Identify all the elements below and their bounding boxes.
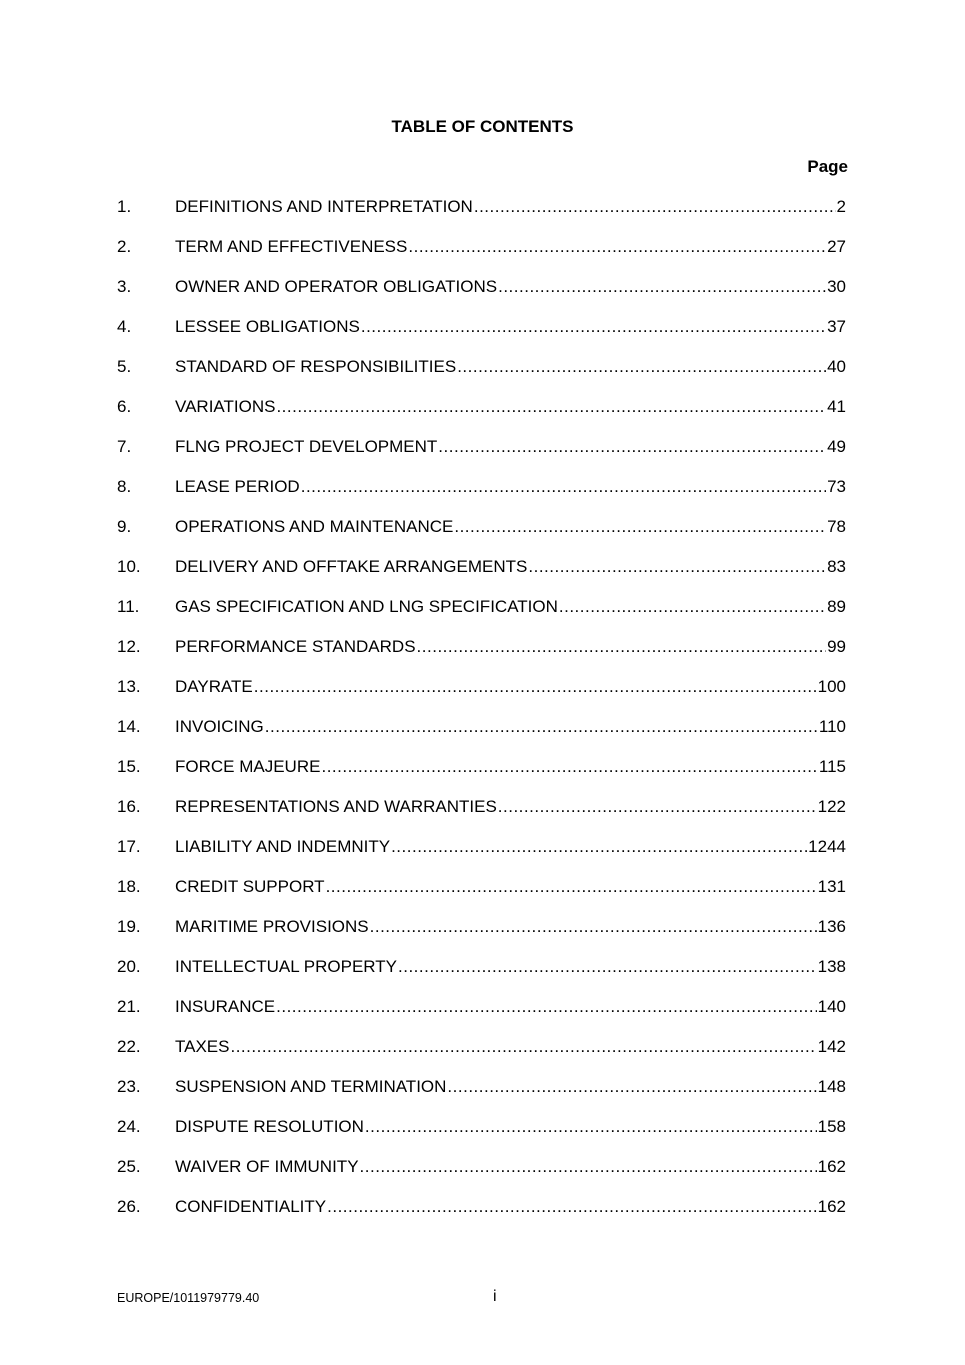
entry-title: LIABILITY AND INDEMNITY [175, 837, 391, 856]
entry-title: STANDARD OF RESPONSIBILITIES [175, 357, 457, 376]
entry-number: 16. [117, 797, 141, 816]
entry-number: 15. [117, 757, 141, 776]
entry-page: 2 [836, 197, 846, 216]
entry-title: LEASE PERIOD [175, 477, 300, 496]
entry-title: LESSEE OBLIGATIONS [175, 317, 360, 336]
entry-title: MARITIME PROVISIONS [175, 917, 369, 936]
toc-entry[interactable] [117, 1037, 846, 1077]
entry-number: 19. [117, 917, 141, 936]
toc-entry[interactable] [117, 597, 846, 637]
entry-number: 4. [117, 317, 132, 336]
dot-leader [327, 1197, 817, 1217]
entry-page: 78 [827, 517, 846, 536]
entry-title: DEFINITIONS AND INTERPRETATION [175, 197, 473, 216]
toc-entry[interactable] [117, 477, 846, 517]
toc-entry[interactable] [117, 357, 846, 397]
entry-number: 9. [117, 517, 132, 536]
entry-page: 136 [817, 917, 846, 936]
entry-page: 138 [817, 957, 846, 976]
toc-entry[interactable] [117, 877, 846, 917]
dot-leader [498, 797, 817, 817]
entry-title: DISPUTE RESOLUTION [175, 1117, 364, 1136]
toc-entry[interactable] [117, 397, 846, 437]
toc-entry[interactable] [117, 237, 846, 277]
dot-leader [254, 677, 817, 697]
dot-leader [360, 1157, 817, 1177]
toc-list [117, 197, 846, 1237]
entry-page: 99 [827, 637, 846, 656]
dot-leader [321, 757, 817, 777]
dot-leader [498, 277, 826, 297]
entry-title: DAYRATE [175, 677, 253, 696]
dot-leader [474, 197, 836, 217]
entry-page: 158 [817, 1117, 846, 1136]
entry-page: 41 [827, 397, 846, 416]
dot-leader [457, 357, 826, 377]
toc-entry[interactable] [117, 317, 846, 357]
toc-entry[interactable] [117, 757, 846, 797]
entry-page: 162 [817, 1197, 846, 1216]
entry-title: CREDIT SUPPORT [175, 877, 325, 896]
page-column-label: Page [807, 157, 848, 176]
entry-number: 1. [117, 197, 132, 216]
toc-entry[interactable] [117, 1117, 846, 1157]
toc-entry[interactable] [117, 837, 846, 877]
entry-number: 26. [117, 1197, 141, 1216]
dot-leader [365, 1117, 817, 1137]
entry-title: INTELLECTUAL PROPERTY [175, 957, 398, 976]
entry-page: 40 [827, 357, 846, 376]
entry-number: 12. [117, 637, 141, 656]
entry-title: OPERATIONS AND MAINTENANCE [175, 517, 454, 536]
entry-page: 131 [817, 877, 846, 896]
entry-number: 11. [117, 597, 140, 616]
entry-number: 8. [117, 477, 132, 496]
entry-page: 140 [817, 997, 846, 1016]
entry-title: TAXES [175, 1037, 230, 1056]
entry-page: 37 [827, 317, 846, 336]
dot-leader [265, 717, 818, 737]
dot-leader [230, 1037, 816, 1057]
entry-title: FORCE MAJEURE [175, 757, 321, 776]
entry-page: 1244 [808, 837, 846, 856]
entry-page: 142 [817, 1037, 846, 1056]
toc-entry[interactable] [117, 197, 846, 237]
entry-number: 21. [117, 997, 141, 1016]
entry-title: VARIATIONS [175, 397, 276, 416]
dot-leader [391, 837, 807, 857]
entry-number: 5. [117, 357, 132, 376]
toc-entry[interactable] [117, 437, 846, 477]
entry-number: 7. [117, 437, 132, 456]
dot-leader [276, 997, 817, 1017]
entry-title: INSURANCE [175, 997, 276, 1016]
dot-leader [370, 917, 817, 937]
entry-number: 2. [117, 237, 132, 256]
entry-number: 24. [117, 1117, 141, 1136]
dot-leader [417, 637, 827, 657]
entry-number: 22. [117, 1037, 141, 1056]
dot-leader [398, 957, 817, 977]
toc-entry[interactable] [117, 1197, 846, 1237]
dot-leader [276, 397, 826, 417]
entry-number: 18. [117, 877, 141, 896]
entry-number: 25. [117, 1157, 141, 1176]
entry-title: CONFIDENTIALITY [175, 1197, 327, 1216]
dot-leader [438, 437, 826, 457]
entry-page: 122 [817, 797, 846, 816]
entry-title: SUSPENSION AND TERMINATION [175, 1077, 447, 1096]
entry-number: 23. [117, 1077, 141, 1096]
toc-entry[interactable] [117, 637, 846, 677]
entry-page: 83 [827, 557, 846, 576]
entry-title: TERM AND EFFECTIVENESS [175, 237, 408, 256]
dot-leader [447, 1077, 816, 1097]
toc-entry[interactable] [117, 717, 846, 757]
dot-leader [528, 557, 826, 577]
entry-number: 14. [117, 717, 141, 736]
dot-leader [454, 517, 826, 537]
entry-page: 49 [827, 437, 846, 456]
entry-number: 3. [117, 277, 132, 296]
entry-page: 89 [827, 597, 846, 616]
toc-entry[interactable] [117, 517, 846, 557]
entry-page: 148 [817, 1077, 846, 1096]
entry-page: 100 [817, 677, 846, 696]
entry-title: REPRESENTATIONS AND WARRANTIES [175, 797, 497, 816]
entry-title: OWNER AND OPERATOR OBLIGATIONS [175, 277, 498, 296]
entry-title: PERFORMANCE STANDARDS [175, 637, 416, 656]
entry-page: 30 [827, 277, 846, 296]
dot-leader [361, 317, 826, 337]
toc-entry[interactable] [117, 797, 846, 837]
dot-leader [559, 597, 826, 617]
entry-title: FLNG PROJECT DEVELOPMENT [175, 437, 438, 456]
entry-title: GAS SPECIFICATION AND LNG SPECIFICATION [175, 597, 558, 616]
entry-number: 17. [117, 837, 141, 856]
entry-number: 13. [117, 677, 141, 696]
dot-leader [326, 877, 817, 897]
entry-page: 110 [818, 717, 846, 736]
entry-page: 162 [817, 1157, 846, 1176]
entry-number: 20. [117, 957, 141, 976]
entry-number: 10. [117, 557, 141, 576]
toc-heading: TABLE OF CONTENTS [391, 117, 574, 136]
dot-leader [301, 477, 826, 497]
toc-entry[interactable] [117, 997, 846, 1037]
dot-leader [408, 237, 826, 257]
entry-page: 115 [818, 757, 846, 776]
entry-title: INVOICING [175, 717, 264, 736]
toc-entry[interactable] [117, 957, 846, 997]
entry-title: DELIVERY AND OFFTAKE ARRANGEMENTS [175, 557, 528, 576]
entry-number: 6. [117, 397, 132, 416]
toc-entry[interactable] [117, 557, 846, 597]
entry-page: 73 [827, 477, 846, 496]
toc-entry[interactable] [117, 277, 846, 317]
toc-entry[interactable] [117, 1157, 846, 1197]
entry-title: WAIVER OF IMMUNITY [175, 1157, 359, 1176]
entry-page: 27 [827, 237, 846, 256]
toc-entry[interactable] [117, 1077, 846, 1117]
toc-entry[interactable] [117, 677, 846, 717]
document-reference: EUROPE/1011979779.40 [117, 1291, 260, 1305]
toc-entry[interactable] [117, 917, 846, 957]
page-number: i [493, 1288, 497, 1305]
